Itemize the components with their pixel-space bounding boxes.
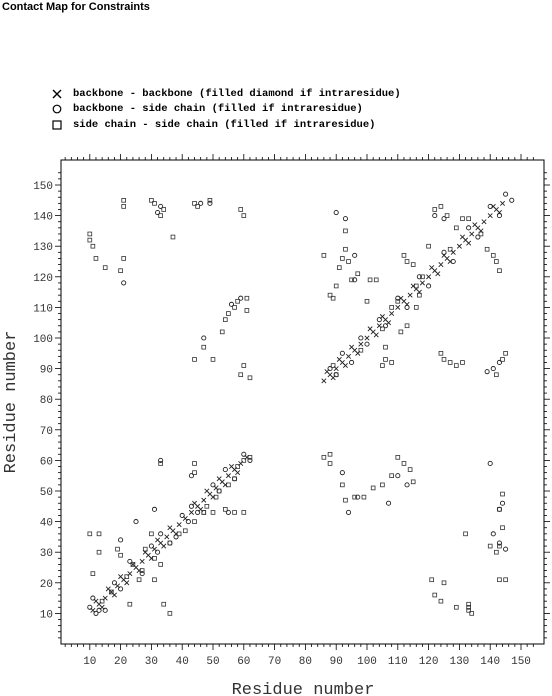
tick-labels <box>33 181 531 668</box>
y-tick-label: 140 <box>33 211 53 224</box>
contact-mark-sidechain <box>504 351 508 355</box>
contact-mark-backbone-sidechain <box>491 532 495 536</box>
contact-mark-backbone <box>389 311 393 315</box>
contact-mark-sidechain <box>448 361 452 365</box>
y-tick-label: 150 <box>33 181 53 193</box>
contact-mark-backbone-sidechain <box>159 532 163 536</box>
contact-mark-sidechain <box>239 208 243 212</box>
contact-mark-backbone-sidechain <box>497 507 501 511</box>
contact-mark-backbone-sidechain <box>168 541 172 545</box>
contact-mark-backbone <box>359 342 363 346</box>
contact-mark-backbone <box>466 241 470 245</box>
contact-mark-sidechain <box>91 244 95 248</box>
contact-mark-sidechain <box>193 462 197 466</box>
contact-mark-backbone-sidechain <box>433 214 437 218</box>
contact-mark-backbone <box>349 345 353 349</box>
contact-mark-sidechain <box>119 553 123 557</box>
contact-mark-sidechain <box>97 550 101 554</box>
contact-mark-sidechain <box>227 312 231 316</box>
contact-mark-backbone-sidechain <box>467 226 471 230</box>
contact-mark-sidechain <box>491 253 495 257</box>
contact-mark-sidechain <box>399 330 403 334</box>
contact-mark-sidechain <box>488 544 492 548</box>
legend-label: backbone - side chain (filled if intraresidue) <box>73 103 363 116</box>
contact-mark-backbone <box>473 223 477 227</box>
contact-mark-sidechain <box>433 208 437 212</box>
contact-mark-sidechain <box>116 547 120 551</box>
contact-mark-backbone-sidechain <box>500 501 504 505</box>
contact-mark-sidechain <box>405 260 409 264</box>
contact-mark-sidechain <box>411 263 415 267</box>
contact-mark-backbone-sidechain <box>134 520 138 524</box>
contact-mark-backbone-sidechain <box>155 550 159 554</box>
y-tick-label: 70 <box>39 425 53 438</box>
contact-mark-sidechain <box>374 278 378 282</box>
contact-mark-sidechain <box>504 578 508 582</box>
x-tick-label: 50 <box>206 656 220 668</box>
contact-mark-sidechain <box>498 269 502 273</box>
contact-mark-backbone <box>229 464 233 468</box>
y-tick-label: 40 <box>39 517 53 530</box>
contact-mark-sidechain <box>239 373 243 377</box>
contact-mark-backbone-sidechain <box>497 214 501 218</box>
contact-mark-sidechain <box>381 364 385 368</box>
contact-mark-backbone-sidechain <box>217 489 221 493</box>
contact-mark-sidechain <box>454 226 458 230</box>
contact-mark-sidechain <box>150 532 154 536</box>
contact-mark-backbone-sidechain <box>451 259 455 263</box>
contact-mark-backbone-sidechain <box>97 608 101 612</box>
contact-mark-backbone-sidechain <box>396 474 400 478</box>
contact-mark-sidechain <box>390 306 394 310</box>
contact-mark-backbone-sidechain <box>202 336 206 340</box>
contact-mark-backbone <box>118 574 122 578</box>
contact-mark-sidechain <box>439 205 443 209</box>
contact-mark-backbone <box>374 333 378 337</box>
contact-mark-backbone <box>396 305 400 309</box>
contact-mark-sidechain <box>390 361 394 365</box>
contact-mark-sidechain <box>233 511 237 515</box>
contact-mark-backbone-sidechain <box>365 342 369 346</box>
contact-mark-backbone-sidechain <box>353 253 357 257</box>
contact-mark-backbone <box>500 201 504 205</box>
plot-frame <box>61 160 544 644</box>
contact-mark-sidechain <box>501 492 505 496</box>
contact-mark-sidechain <box>344 498 348 502</box>
contact-mark-backbone-sidechain <box>91 596 95 600</box>
contact-mark-sidechain <box>128 602 132 606</box>
contact-mark-sidechain <box>245 309 249 313</box>
y-tick-label: 80 <box>39 395 53 408</box>
x-tick-label: 40 <box>175 656 189 668</box>
contact-mark-backbone-sidechain <box>88 605 92 609</box>
contact-mark-backbone-sidechain <box>232 477 236 481</box>
contact-mark-sidechain <box>88 532 92 536</box>
contact-mark-sidechain <box>171 235 175 239</box>
contact-mark-sidechain <box>183 529 187 533</box>
contact-mark-sidechain <box>322 455 326 459</box>
contact-mark-sidechain <box>328 462 332 466</box>
contact-mark-sidechain <box>501 526 505 530</box>
x-tick-label: 150 <box>511 656 531 668</box>
contact-mark-sidechain <box>242 214 246 218</box>
contact-mark-sidechain <box>122 257 126 261</box>
contact-mark-sidechain <box>211 511 215 515</box>
contact-mark-sidechain <box>381 483 385 487</box>
contact-mark-sidechain <box>340 483 344 487</box>
contact-mark-sidechain <box>242 364 246 368</box>
contact-mark-sidechain <box>88 238 92 242</box>
contact-mark-backbone <box>322 379 326 383</box>
contact-mark-backbone <box>408 293 412 297</box>
x-tick-label: 90 <box>329 656 343 668</box>
x-tick-label: 110 <box>387 656 408 668</box>
contact-mark-backbone <box>420 281 424 285</box>
contact-mark-sidechain <box>430 578 434 582</box>
contact-mark-backbone-sidechain <box>119 587 123 591</box>
contact-mark-sidechain <box>362 495 366 499</box>
contact-mark-sidechain <box>248 376 252 380</box>
contact-mark-sidechain <box>91 572 95 576</box>
contact-mark-sidechain <box>494 260 498 264</box>
contact-mark-backbone-sidechain <box>122 281 126 285</box>
contact-mark-sidechain <box>328 452 332 456</box>
contact-mark-sidechain <box>396 455 400 459</box>
contact-mark-sidechain <box>442 581 446 585</box>
contact-mark-sidechain <box>153 578 157 582</box>
contact-mark-backbone <box>202 498 206 502</box>
chart-title: Contact Map for Constraints <box>2 1 150 13</box>
contact-mark-backbone <box>125 581 129 585</box>
contact-mark-backbone-sidechain <box>340 351 344 355</box>
contact-mark-backbone <box>189 510 193 514</box>
contact-mark-sidechain <box>97 532 101 536</box>
contact-mark-sidechain <box>427 244 431 248</box>
contact-mark-sidechain <box>384 345 388 349</box>
contact-mark-backbone-sidechain <box>103 608 107 612</box>
contact-mark-backbone <box>426 275 430 279</box>
contact-mark-sidechain <box>340 257 344 261</box>
contact-mark-sidechain <box>498 578 502 582</box>
contact-mark-backbone <box>368 327 372 331</box>
contact-mark-sidechain <box>368 278 372 282</box>
contact-mark-backbone-sidechain <box>334 373 338 377</box>
contact-mark-sidechain <box>365 299 369 303</box>
contact-mark-sidechain <box>347 260 351 264</box>
contact-mark-backbone <box>439 262 443 266</box>
contact-mark-sidechain <box>494 373 498 377</box>
legend-label: backbone - backbone (filled diamond if intraresidue) <box>73 87 401 100</box>
x-tick-label: 140 <box>480 656 501 668</box>
contact-mark-sidechain <box>242 511 246 515</box>
contact-mark-sidechain <box>162 602 166 606</box>
contact-mark-sidechain <box>405 324 409 328</box>
contact-mark-backbone <box>436 272 440 276</box>
contact-mark-backbone-sidechain <box>343 217 347 221</box>
contact-mark-backbone-sidechain <box>504 547 508 551</box>
contact-mark-sidechain <box>88 232 92 236</box>
contact-mark-sidechain <box>344 229 348 233</box>
contact-mark-sidechain <box>408 468 412 472</box>
legend-label: side chain - side chain (filled if intraresidue) <box>73 118 376 131</box>
contact-mark-sidechain <box>205 504 209 508</box>
y-tick-label: 30 <box>39 548 53 561</box>
contact-mark-backbone-sidechain <box>488 461 492 465</box>
contact-mark-backbone <box>168 526 172 530</box>
contact-mark-backbone <box>205 489 209 493</box>
x-tick-label: 30 <box>144 656 159 668</box>
contact-mark-backbone-sidechain <box>152 507 156 511</box>
contact-mark-backbone-sidechain <box>242 452 246 456</box>
contact-mark-backbone <box>429 265 433 269</box>
x-tick-label: 80 <box>298 656 313 668</box>
contact-mark-backbone <box>162 544 166 548</box>
contact-mark-backbone <box>488 213 492 217</box>
contact-mark-backbone <box>457 244 461 248</box>
contact-mark-sidechain <box>439 599 443 603</box>
x-tick-label: 70 <box>267 656 282 668</box>
contact-mark-backbone-sidechain <box>112 581 116 585</box>
contact-mark-sidechain <box>103 266 107 270</box>
contact-mark-sidechain <box>202 345 206 349</box>
contact-mark-sidechain <box>402 462 406 466</box>
contact-mark-sidechain <box>485 247 489 251</box>
x-axis-title: Residue number <box>231 681 375 696</box>
contact-mark-sidechain <box>322 253 326 257</box>
contact-mark-backbone-sidechain <box>510 198 514 202</box>
contact-mark-sidechain <box>461 361 465 365</box>
contact-mark-sidechain <box>454 605 458 609</box>
y-tick-label: 120 <box>33 272 53 285</box>
y-tick-label: 20 <box>39 578 53 591</box>
contact-mark-sidechain <box>193 520 197 524</box>
contact-mark-backbone <box>165 535 169 539</box>
contact-mark-backbone-sidechain <box>340 471 344 475</box>
contact-mark-backbone-sidechain <box>504 192 508 196</box>
axis-ticks <box>55 154 550 650</box>
contact-mark-sidechain <box>168 612 172 616</box>
contact-mark-backbone-sidechain <box>196 510 200 514</box>
x-tick-label: 100 <box>357 656 377 668</box>
contact-mark-sidechain <box>402 253 406 257</box>
contact-mark-backbone-sidechain <box>119 538 123 542</box>
contact-mark-backbone-sidechain <box>405 483 409 487</box>
contact-mark-sidechain <box>384 358 388 362</box>
contact-mark-sidechain <box>433 593 437 597</box>
contact-mark-backbone-sidechain <box>359 336 363 340</box>
contact-mark-sidechain <box>94 257 98 261</box>
contact-mark-sidechain <box>356 272 360 276</box>
contact-mark-sidechain <box>334 284 338 288</box>
contact-mark-sidechain <box>439 351 443 355</box>
contact-mark-backbone <box>217 477 221 481</box>
contact-mark-sidechain <box>390 474 394 478</box>
contact-mark-backbone-sidechain <box>386 501 390 505</box>
contact-mark-backbone-sidechain <box>223 467 227 471</box>
contact-mark-sidechain <box>220 330 224 334</box>
contact-mark-sidechain <box>461 217 465 221</box>
contact-mark-backbone-sidechain <box>211 483 215 487</box>
contact-mark-backbone-sidechain <box>149 544 153 548</box>
contact-mark-backbone <box>346 354 350 358</box>
contact-mark-backbone <box>226 474 230 478</box>
contact-mark-backbone-sidechain <box>442 250 446 254</box>
contact-mark-backbone <box>140 559 144 563</box>
contact-mark-sidechain <box>223 318 227 322</box>
contact-mark-sidechain <box>467 217 471 221</box>
y-tick-label: 110 <box>33 303 53 316</box>
contact-mark-sidechain <box>245 296 249 300</box>
contact-mark-backbone-sidechain <box>186 520 190 524</box>
contact-mark-backbone-sidechain <box>346 510 350 514</box>
contact-mark-backbone-sidechain <box>427 284 431 288</box>
contact-mark-sidechain <box>122 205 126 209</box>
contact-mark-backbone <box>337 357 341 361</box>
contact-mark-backbone <box>155 538 159 542</box>
contact-mark-sidechain <box>119 269 123 273</box>
contact-mark-sidechain <box>411 480 415 484</box>
y-axis-title: Residue number <box>2 330 21 474</box>
x-tick-label: 10 <box>83 656 97 668</box>
x-tick-label: 20 <box>113 656 128 668</box>
contact-mark-sidechain <box>193 358 197 362</box>
contact-mark-backbone-sidechain <box>350 360 354 364</box>
contact-mark-sidechain <box>337 266 341 270</box>
contact-mark-sidechain <box>494 550 498 554</box>
y-tick-label: 130 <box>33 242 53 255</box>
data-marks <box>88 192 514 615</box>
y-tick-label: 100 <box>33 334 53 346</box>
contact-mark-sidechain <box>137 578 141 582</box>
contact-mark-backbone <box>177 522 181 526</box>
contact-mark-sidechain <box>344 247 348 251</box>
contact-mark-backbone-sidechain <box>405 305 409 309</box>
contact-mark-backbone <box>343 363 347 367</box>
contact-mark-backbone-sidechain <box>488 204 492 208</box>
y-tick-label: 60 <box>39 456 53 469</box>
contact-mark-backbone-sidechain <box>189 504 193 508</box>
x-tick-label: 120 <box>418 656 439 668</box>
contact-mark-backbone-sidechain <box>377 318 381 322</box>
contact-mark-sidechain <box>442 358 446 362</box>
contact-mark-backbone <box>482 220 486 224</box>
contact-mark-backbone <box>365 336 369 340</box>
contact-mark-backbone <box>235 470 239 474</box>
contact-mark-backbone-sidechain <box>485 370 489 374</box>
contact-mark-sidechain <box>159 563 163 567</box>
y-tick-label: 10 <box>39 609 53 622</box>
contact-mark-sidechain <box>211 358 215 362</box>
contact-mark-backbone-sidechain <box>491 367 495 371</box>
contact-mark-backbone <box>460 235 464 239</box>
contact-mark-backbone-sidechain <box>180 513 184 517</box>
contact-mark-backbone <box>470 232 474 236</box>
x-tick-label: 130 <box>449 656 470 668</box>
contact-mark-backbone-sidechain <box>334 210 338 214</box>
contact-mark-sidechain <box>122 198 126 202</box>
y-tick-label: 50 <box>39 487 53 499</box>
contact-mark-sidechain <box>464 532 468 536</box>
contact-mark-sidechain <box>371 486 375 490</box>
contact-mark-sidechain <box>414 306 418 310</box>
contact-mark-sidechain <box>454 364 458 368</box>
y-tick-label: 90 <box>39 364 53 377</box>
x-tick-label: 60 <box>237 656 251 668</box>
